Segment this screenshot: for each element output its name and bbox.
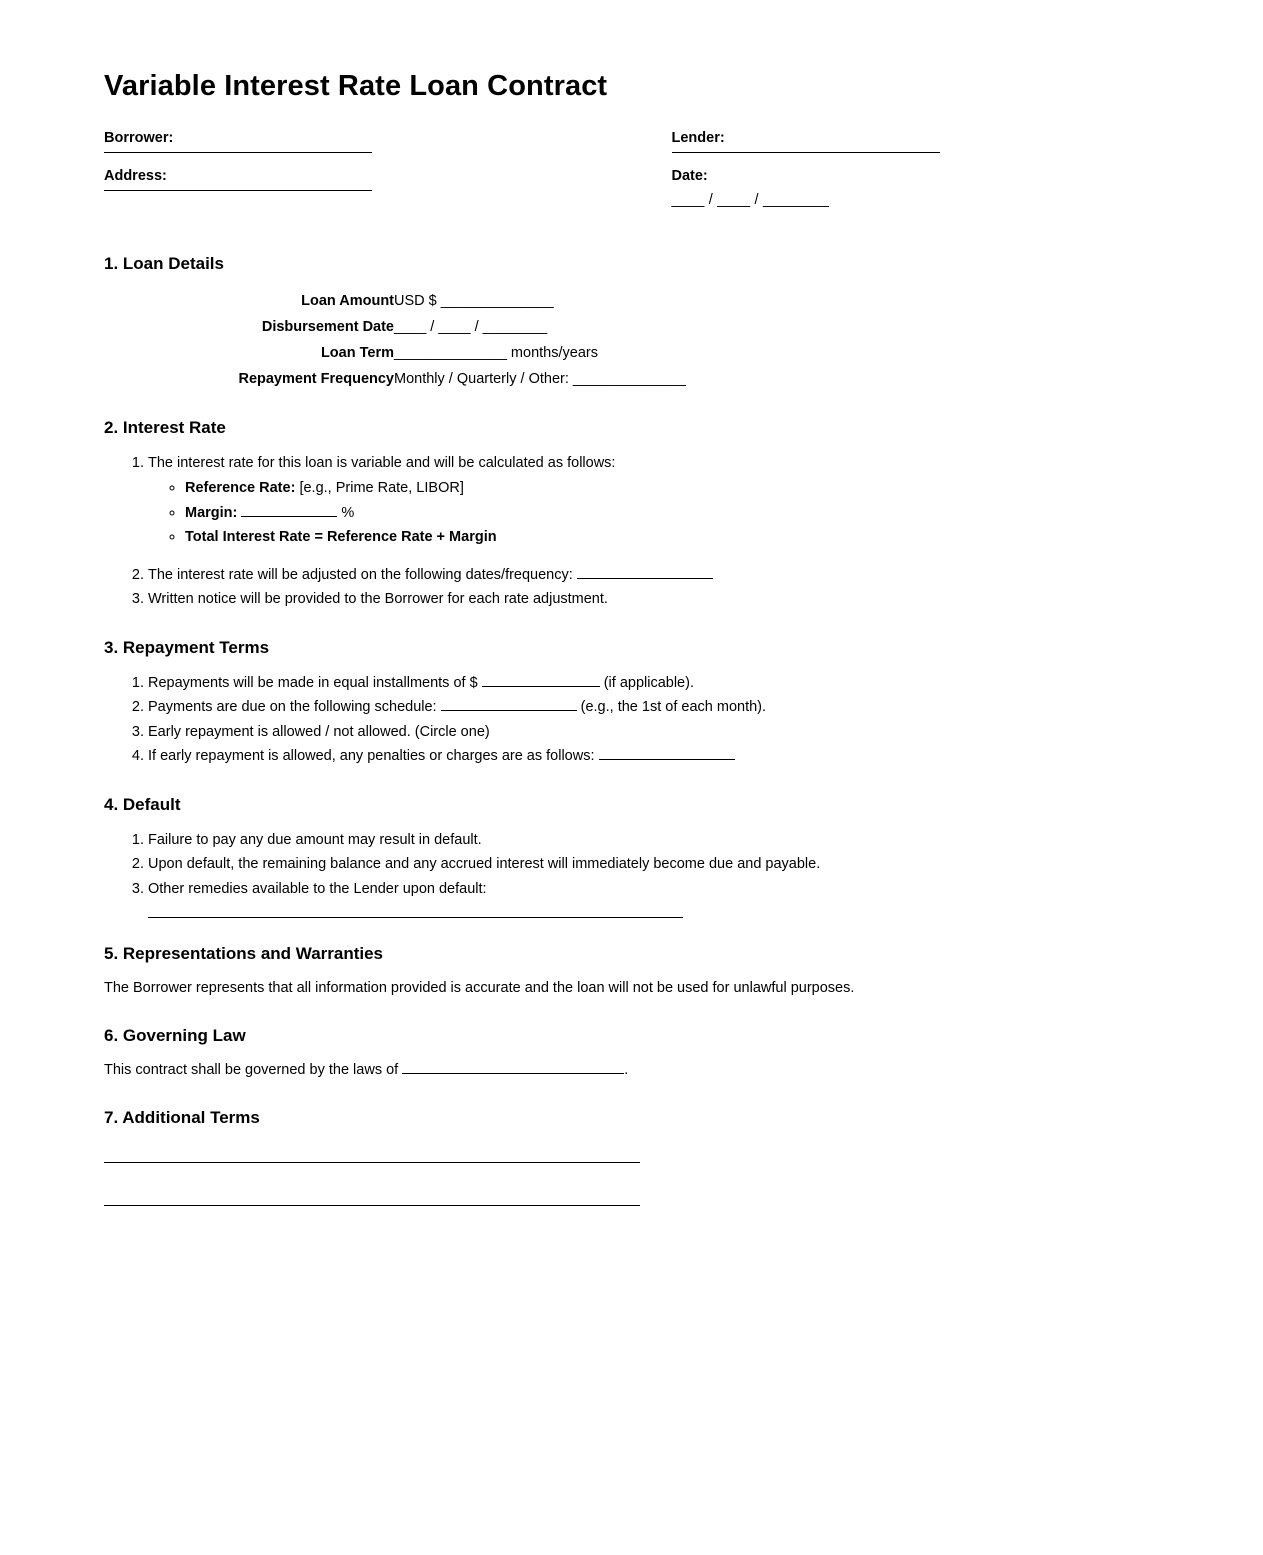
section-heading-additional-terms: 7. Additional Terms <box>104 1107 260 1127</box>
rate-notice-text: Written notice will be provided to the Borrower for each rate adjustment. <box>148 591 608 608</box>
lender-column <box>634 129 1164 220</box>
list-item <box>148 745 1163 768</box>
disbursement-date-value[interactable]: ____ / ____ / ________ <box>394 318 548 335</box>
schedule-input-line[interactable] <box>441 700 577 712</box>
default-item1-text: Failure to pay any due amount may result in default. <box>148 831 482 848</box>
table-row <box>104 340 1163 366</box>
loan-term-value[interactable]: ______________ months/years <box>394 344 598 361</box>
table-row <box>104 366 1163 392</box>
additional-terms-input-line-2[interactable] <box>104 1205 640 1206</box>
loan-details-table <box>104 288 1163 392</box>
representations-text: The Borrower represents that all information provided is accurate and the loan will not be used for unlawful purposes. <box>104 980 855 997</box>
list-item <box>148 564 1163 587</box>
section-heading-governing-law: 6. Governing Law <box>104 1026 246 1046</box>
loan-amount-value[interactable]: USD $ ______________ <box>394 292 554 309</box>
governing-law-text-after: . <box>624 1062 629 1079</box>
repayment-terms-list <box>104 672 1163 769</box>
list-item <box>148 878 1163 901</box>
other-remedies-input-line[interactable] <box>148 917 683 918</box>
date-label: Date: <box>671 167 708 184</box>
rate-adjustment-text: The interest rate will be adjusted on the following dates/frequency: <box>148 566 573 583</box>
list-item <box>148 588 1163 611</box>
section-heading-default: 4. Default <box>104 794 181 814</box>
schedule-text-before: Payments are due on the following schedule: <box>148 699 437 716</box>
interest-rate-item1-text: The interest rate for this loan is variable and will be calculated as follows: <box>148 454 616 471</box>
table-row <box>104 314 1163 340</box>
interest-rate-list <box>104 452 1163 612</box>
address-label: Address: <box>104 167 167 184</box>
lender-label: Lender: <box>671 130 725 146</box>
repayment-frequency-label: Repayment Frequency <box>238 370 394 387</box>
early-repayment-text[interactable]: Early repayment is allowed / not allowed. (Circle one) <box>148 723 490 740</box>
parties-block <box>104 129 1163 220</box>
section-heading-loan-details: 1. Loan Details <box>104 253 224 273</box>
list-item <box>148 452 1163 550</box>
date-input-line[interactable]: ____ / ____ / ________ <box>671 191 830 208</box>
default-item3-text: Other remedies available to the Lender upon default: <box>148 880 487 897</box>
total-interest-rate-formula: Total Interest Rate = Reference Rate + Margin <box>185 529 497 546</box>
disbursement-date-label: Disbursement Date <box>261 318 394 335</box>
rate-adjustment-input-line[interactable] <box>577 567 713 579</box>
margin-label: Margin: <box>185 504 238 521</box>
governing-law-text-before: This contract shall be governed by the laws of <box>104 1062 399 1079</box>
reference-rate-value: [e.g., Prime Rate, LIBOR] <box>299 480 464 497</box>
list-item <box>185 502 1163 525</box>
margin-input-line[interactable] <box>241 505 337 517</box>
repayment-frequency-value[interactable]: Monthly / Quarterly / Other: ______________ <box>394 370 686 387</box>
borrower-input-line[interactable] <box>104 152 372 153</box>
loan-term-label: Loan Term <box>320 344 394 361</box>
lender-input-line[interactable] <box>672 152 940 153</box>
additional-terms-input-line-1[interactable] <box>104 1162 640 1163</box>
loan-amount-label: Loan Amount <box>301 292 394 309</box>
default-list <box>104 829 1163 901</box>
section-heading-interest-rate: 2. Interest Rate <box>104 417 226 437</box>
installment-input-line[interactable] <box>482 675 600 687</box>
address-input-line[interactable] <box>104 190 372 191</box>
table-row <box>104 288 1163 314</box>
schedule-text-after: (e.g., the 1st of each month). <box>580 699 767 716</box>
reference-rate-label: Reference Rate: <box>185 480 296 497</box>
list-item <box>148 829 1163 852</box>
borrower-column <box>104 129 634 220</box>
interest-rate-sublist <box>148 477 1163 549</box>
penalties-text-before: If early repayment is allowed, any penalties or charges are as follows: <box>148 748 595 765</box>
installment-text-before: Repayments will be made in equal installments of $ <box>148 674 478 691</box>
list-item <box>148 853 1163 876</box>
list-item <box>148 721 1163 744</box>
list-item <box>148 672 1163 695</box>
borrower-label: Borrower: <box>104 130 174 146</box>
margin-unit: % <box>341 504 355 521</box>
list-item <box>148 696 1163 719</box>
installment-text-after: (if applicable). <box>603 674 694 691</box>
list-item <box>185 526 1163 549</box>
section-heading-representations: 5. Representations and Warranties <box>104 944 384 964</box>
governing-law-input-line[interactable] <box>402 1062 624 1074</box>
default-item2-text: Upon default, the remaining balance and any accrued interest will immediately become due and payable. <box>148 856 821 873</box>
penalties-input-line[interactable] <box>599 748 735 760</box>
page-title: Variable Interest Rate Loan Contract <box>104 70 608 102</box>
governing-law-paragraph <box>104 1060 1163 1082</box>
list-item <box>185 477 1163 500</box>
section-heading-repayment-terms: 3. Repayment Terms <box>104 637 270 657</box>
